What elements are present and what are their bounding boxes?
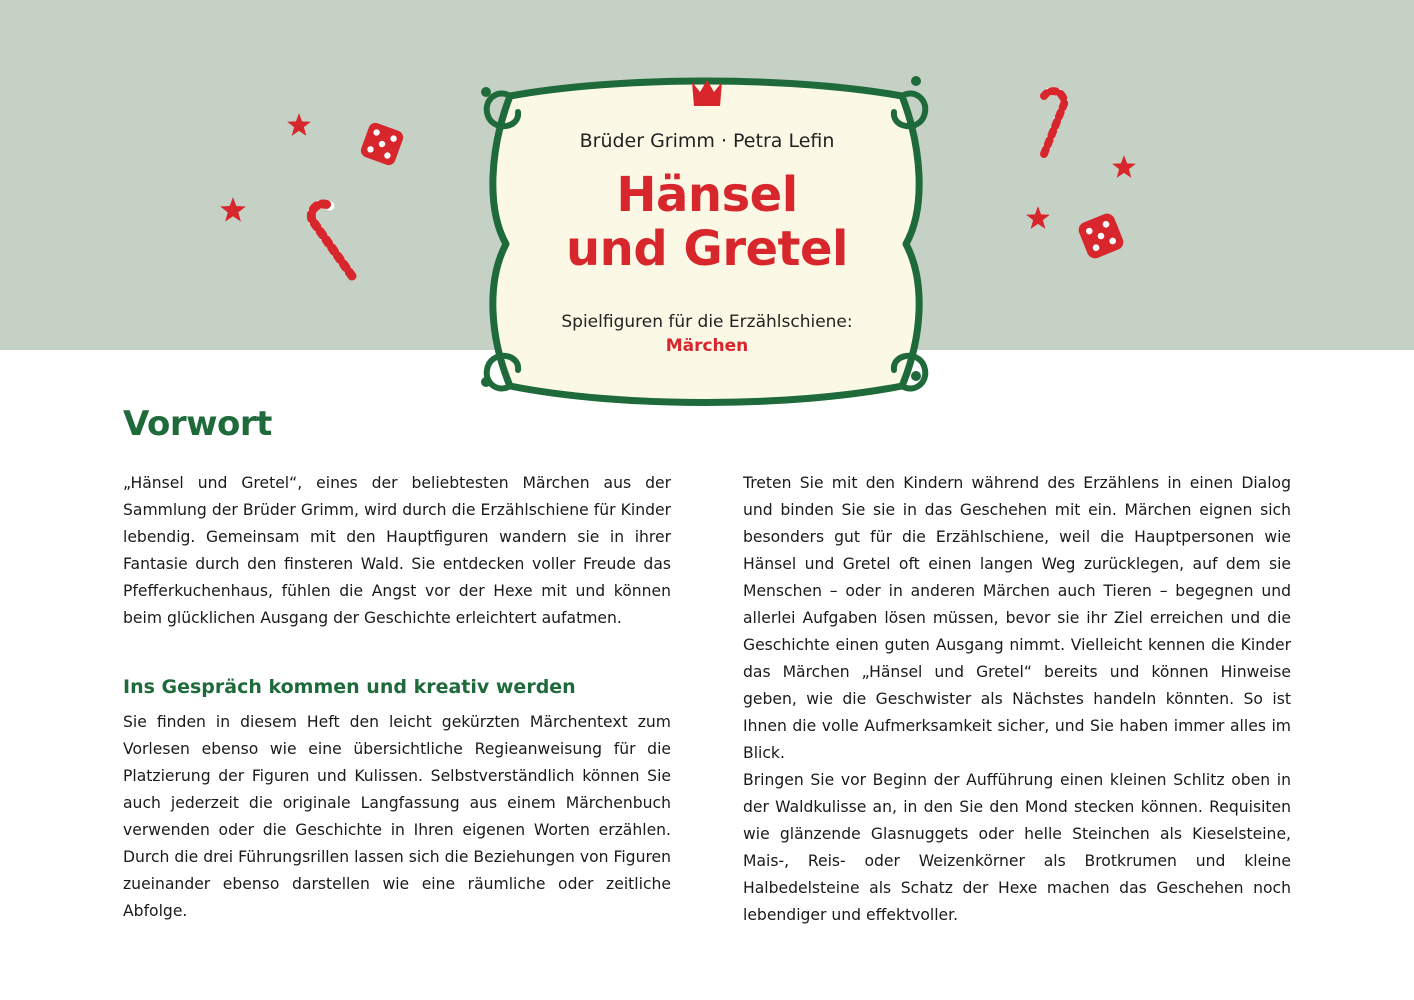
intro-column xyxy=(123,470,671,632)
dice-icon xyxy=(356,118,408,170)
right-paragraph-1: Treten Sie mit den Kindern während des Erzählens in einen Dialog und binden Sie sie in das Geschehen mit ein. Märchen eignen sich besonders gut für die Erzählschiene, weil die Hauptpersonen wie Hänsel und Gretel oft einen langen Weg zurücklegen, auf dem sie Menschen – oder in anderen Märchen auch Tieren – begegnen und allerlei Aufgaben lösen müssen, bevor sie ihr Ziel erreichen und die Geschichte einen guten Ausgang nimmt. Vielleicht kennen die Kinder das Märchen „Hänsel und Gretel“ bereits und können Hinweise geben, wie die Geschwister als Nächstes handeln könnten. So ist Ihnen die volle Aufmerksamkeit sicher, und Sie haben immer alles im Blick. xyxy=(743,474,1291,762)
star-icon xyxy=(286,112,312,138)
section-heading: Ins Gespräch kommen und kreativ werden xyxy=(123,676,576,698)
intro-paragraph: „Hänsel und Gretel“, eines der beliebtesten Märchen aus der Sammlung der Brüder Grimm, wird durch die Erzählschiene für Kinder lebendig. Gemeinsam mit den Hauptfiguren wandern sie in ihrer Fantasie durch den finsteren Wald. Sie entdecken voller Freude das Pfefferkuchenhaus, fühlen die Angst vor der Hexe mit und können beim glücklichen Ausgang der Geschichte erleichtert aufatmen. xyxy=(123,474,671,627)
book-title xyxy=(470,168,944,276)
authors: Brüder Grimm · Petra Lefin xyxy=(579,130,835,152)
star-icon xyxy=(1111,154,1137,180)
title-label xyxy=(470,68,944,414)
candy-cane-icon xyxy=(1030,82,1086,162)
right-column xyxy=(743,470,1291,929)
dice-icon xyxy=(1073,208,1129,264)
section-paragraph: Sie finden in diesem Heft den leicht gekürzten Märchentext zum Vorlesen ebenso wie eine übersichtliche Regieanweisung für die Platzierung der Figuren und Kulissen. Selbstverständlich können Sie auch jederzeit die originale Langfassung aus einem Märchenbuch verwenden oder die Geschichte in Ihren eigenen Worten erzählen. Durch die drei Führungsrillen lassen sich die Beziehungen von Figuren zueinander ebenso darstellen wie eine räumliche oder zeitliche Abfolge. xyxy=(123,713,671,920)
title-line-2: und Gretel xyxy=(566,221,848,277)
star-icon xyxy=(1025,205,1051,231)
page-heading: Vorwort xyxy=(123,404,272,444)
candy-cane-icon xyxy=(290,192,364,284)
section-column xyxy=(123,709,671,925)
star-icon xyxy=(219,196,247,224)
subtitle: Spielfiguren für die Erzählschiene: xyxy=(561,312,853,332)
series-name: Märchen xyxy=(665,336,749,356)
right-paragraph-2: Bringen Sie vor Beginn der Aufführung einen kleinen Schlitz oben in der Waldkulisse an, in den Sie den Mond stecken können. Requisiten wie glänzende Glasnuggets oder helle Steinchen als Kieselsteine, Mais-, Reis- oder Weizenkörner als Brotkrumen und kleine Halbedelsteine als Schatz der Hexe machen das Geschehen noch lebendiger und effektvoller. xyxy=(743,771,1291,924)
title-line-1: Hänsel xyxy=(616,167,798,223)
